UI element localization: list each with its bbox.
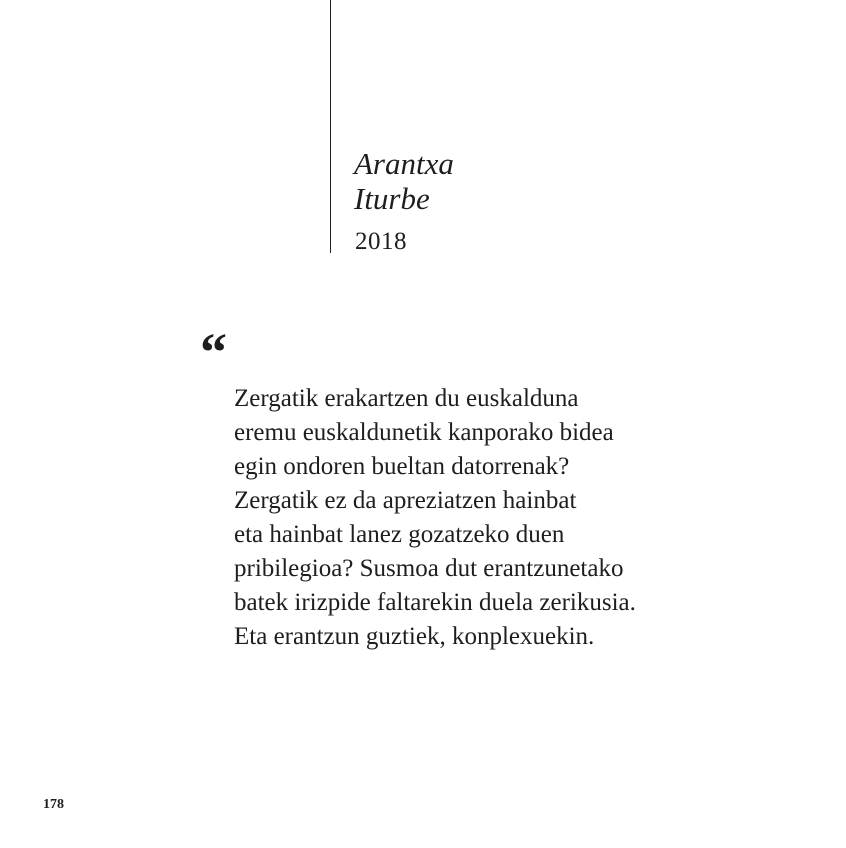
quote-line: batek irizpide faltarekin duela zerikusia. xyxy=(234,589,636,616)
quote-line: pribilegioa? Susmoa dut erantzunetako xyxy=(234,555,624,582)
quote-mark-icon: “ xyxy=(200,322,227,382)
year: 2018 xyxy=(355,228,407,255)
author-first-name: Arantxa xyxy=(354,146,454,181)
page-number: 178 xyxy=(43,797,64,812)
author-name xyxy=(354,146,454,216)
quote-line: Zergatik ez da apreziatzen hainbat xyxy=(234,487,577,514)
author-last-name: Iturbe xyxy=(354,181,430,216)
quote-line: Eta erantzun guztiek, konplexuekin. xyxy=(234,623,595,650)
quote-line: eremu euskaldunetik kanporako bidea xyxy=(234,419,614,446)
vertical-rule xyxy=(330,0,331,253)
quote-line: egin ondoren bueltan datorrenak? xyxy=(234,453,570,480)
quote-line: Zergatik erakartzen du euskalduna xyxy=(234,385,579,412)
quote-line: eta hainbat lanez gozatzeko duen xyxy=(234,521,565,548)
quote-text xyxy=(234,382,714,654)
